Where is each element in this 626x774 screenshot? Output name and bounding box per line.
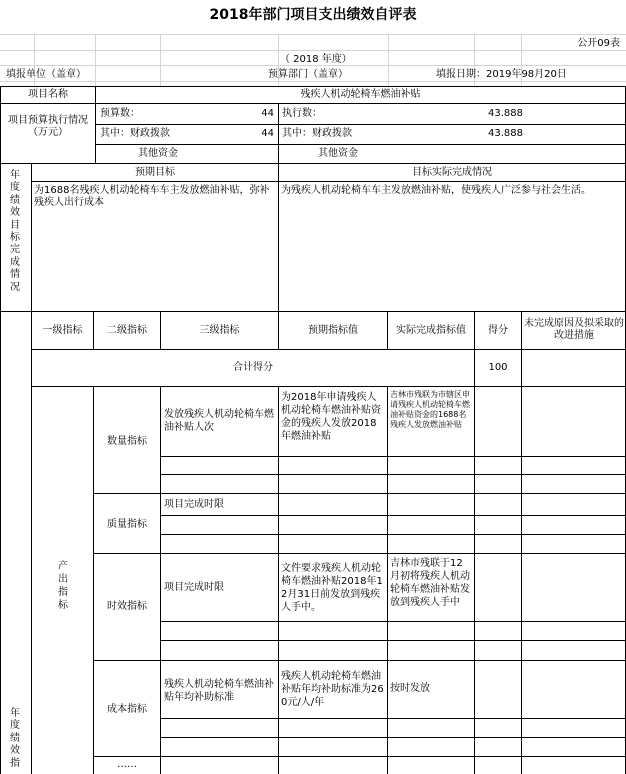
fiscal-exec-label: 其中：财政拨款	[282, 128, 352, 139]
cost-expected: 残疾人机动轮椅车燃油补贴年均补助标准为260元/人/年	[281, 671, 384, 708]
total-score-value: 100	[488, 362, 508, 373]
other-funds-label: 其他资金	[138, 148, 178, 159]
budget-dept-label: 预算部门（盖章）	[268, 69, 348, 80]
project-name-value: 残疾人机动轮椅车燃油补贴	[300, 89, 421, 100]
header-level1: 一级指标	[42, 325, 83, 336]
budget-row-label: 项目预算执行情况（万元）	[8, 115, 88, 138]
quality-level3: 项目完成时限	[164, 499, 224, 510]
fill-unit-label: 填报单位（盖章）	[6, 69, 86, 80]
year-line: （ 2018 年度）	[280, 54, 352, 65]
header-expected: 预期指标值	[308, 325, 358, 336]
header-level3: 三级指标	[199, 325, 240, 336]
header-level2: 二级指标	[107, 325, 147, 336]
bottom-side-label: 年度绩效指	[10, 708, 20, 769]
timeliness-actual: 吉林市残联于12月初将残疾人机动轮椅车燃油补贴发放到残疾人手中	[390, 558, 470, 608]
exec-value: 43.888	[488, 108, 523, 119]
timeliness-expected: 文件要求残疾人机动轮椅车燃油补贴2018年12月31日前发放到残疾人手中。	[281, 563, 383, 613]
form-number: 公开09表	[577, 38, 620, 49]
goal-side-label: 年度绩效目标完成情况	[10, 170, 20, 293]
budget-value: 44	[261, 108, 274, 119]
header-actual: 实际完成指标值	[396, 325, 466, 336]
cost-actual: 按时发放	[390, 683, 430, 694]
quantity-indicator-label: 数量指标	[107, 436, 147, 447]
cost-level3: 残疾人机动轮椅车燃油补贴年均补助标准	[164, 679, 274, 703]
quantity-actual: 吉林市残联为市辖区申请残疾人机动轮椅车燃油补贴资金的1688名残疾人发放燃油补贴	[390, 390, 470, 429]
more-indicators: ……	[117, 759, 137, 770]
cost-indicator-label: 成本指标	[107, 704, 147, 715]
quantity-level3: 发放残疾人机动轮椅车燃油补贴人次	[164, 409, 274, 433]
total-score-label: 合计得分	[233, 362, 273, 373]
budget-label: 预算数：	[100, 108, 140, 119]
fill-date: 填报日期：2019年98月20日	[436, 69, 567, 80]
actual-goal-header: 目标实际完成情况	[412, 167, 492, 178]
header-reason: 未完成原因及拟采取的改进措施	[524, 318, 624, 341]
exec-label: 执行数：	[282, 108, 322, 119]
project-name-label: 项目名称	[28, 89, 68, 100]
header-score: 得分	[488, 325, 508, 336]
other-funds-exec-label: 其他资金	[318, 148, 358, 159]
fiscal-label: 其中：财政拨款	[100, 128, 170, 139]
fiscal-budget-value: 44	[261, 128, 274, 139]
quantity-expected: 为2018年申请残疾人机动轮椅车燃油补贴资金的残疾人发放2018年燃油补贴	[281, 392, 381, 442]
timeliness-level3: 项目完成时限	[164, 582, 224, 593]
level1-output-label: 产出指标	[58, 561, 68, 611]
actual-goal-text: 为残疾人机动轮椅车车主发放燃油补贴，使残疾人广泛参与社会生活。	[281, 185, 591, 196]
expected-goal-text: 为1688名残疾人机动轮椅车车主发放燃油补贴，弥补残疾人出行成本	[34, 185, 270, 208]
page-title: 2018年部门项目支出绩效自评表	[209, 7, 417, 23]
timeliness-indicator-label: 时效指标	[107, 601, 147, 612]
fiscal-exec-value: 43.888	[488, 128, 523, 139]
expected-goal-header: 预期目标	[135, 167, 175, 178]
quality-indicator-label: 质量指标	[107, 519, 147, 530]
